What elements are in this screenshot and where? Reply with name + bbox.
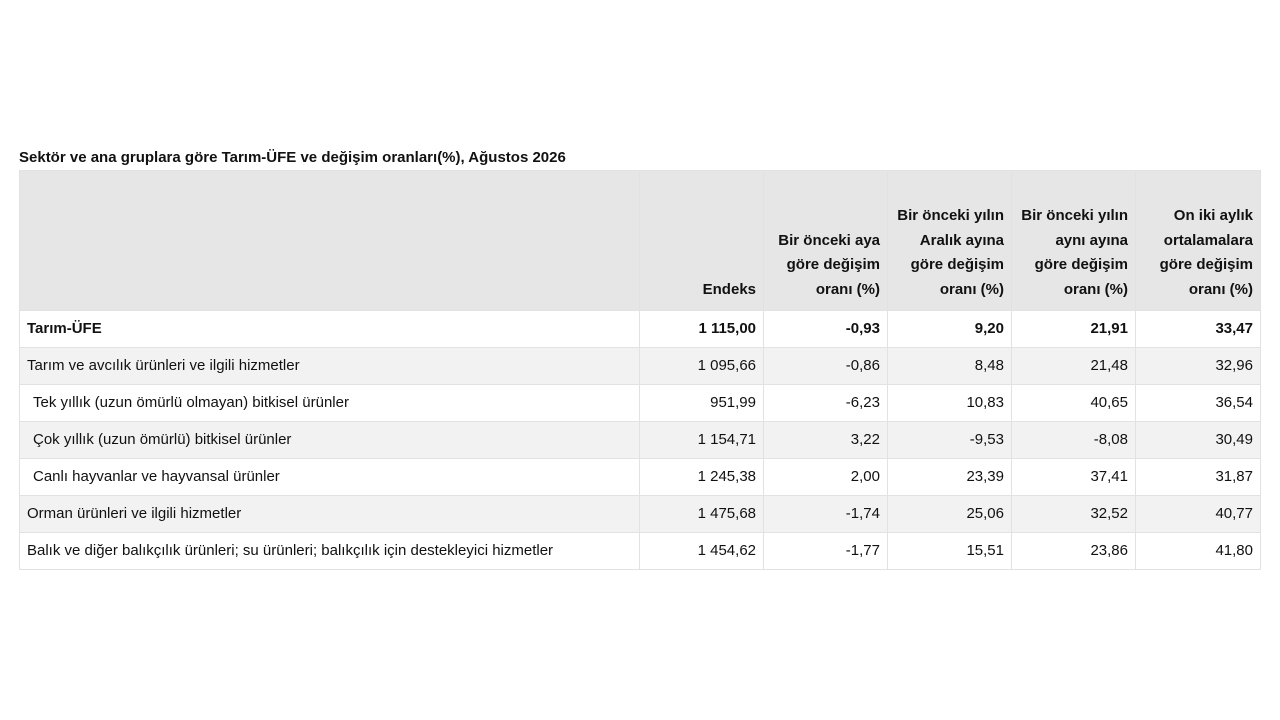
row-label-cell: Tek yıllık (uzun ömürlü olmayan) bitkisel ürünler	[20, 385, 640, 422]
table-row	[20, 459, 1261, 496]
row-label-cell: Balık ve diğer balıkçılık ürünleri; su ürünleri; balıkçılık için destekleyici hizmetler	[20, 533, 640, 570]
monthly-change-cell: -1,74	[764, 496, 888, 533]
table-title: Sektör ve ana gruplara göre Tarım-ÜFE ve değişim oranları(%), Ağustos 2026	[19, 149, 566, 166]
endeks-cell: 951,99	[640, 385, 764, 422]
table-row	[20, 348, 1261, 385]
yearly-change-cell: -8,08	[1012, 422, 1136, 459]
yearly-change-cell: 21,48	[1012, 348, 1136, 385]
data-table	[19, 170, 1261, 570]
row-label-cell: Canlı hayvanlar ve hayvansal ürünler	[20, 459, 640, 496]
december-change-cell: 10,83	[888, 385, 1012, 422]
twelve-month-average-change-cell: 41,80	[1136, 533, 1261, 570]
header-row	[20, 171, 1261, 311]
december-change-cell: 23,39	[888, 459, 1012, 496]
column-header-endeks: Endeks	[640, 171, 764, 311]
yearly-change-cell: 40,65	[1012, 385, 1136, 422]
twelve-month-average-change-cell: 32,96	[1136, 348, 1261, 385]
table-container	[19, 148, 1260, 570]
december-change-cell: 8,48	[888, 348, 1012, 385]
december-change-cell: -9,53	[888, 422, 1012, 459]
column-header-monthly-change: Bir önceki aya göre değişim oranı (%)	[764, 171, 888, 311]
column-header-yearly-change: Bir önceki yılın aynı ayına göre değişim oranı (%)	[1012, 171, 1136, 311]
row-label-cell: Çok yıllık (uzun ömürlü) bitkisel ürünler	[20, 422, 640, 459]
column-header-label	[20, 171, 640, 311]
twelve-month-average-change-cell: 30,49	[1136, 422, 1261, 459]
endeks-cell: 1 454,62	[640, 533, 764, 570]
monthly-change-cell: 2,00	[764, 459, 888, 496]
december-change-cell: 15,51	[888, 533, 1012, 570]
table-row	[20, 311, 1261, 348]
twelve-month-average-change-cell: 40,77	[1136, 496, 1261, 533]
yearly-change-cell: 32,52	[1012, 496, 1136, 533]
column-header-december-change: Bir önceki yılın Aralık ayına göre değişim oranı (%)	[888, 171, 1012, 311]
yearly-change-cell: 21,91	[1012, 311, 1136, 348]
row-label-cell: Orman ürünleri ve ilgili hizmetler	[20, 496, 640, 533]
table-row	[20, 385, 1261, 422]
monthly-change-cell: -0,86	[764, 348, 888, 385]
twelve-month-average-change-cell: 33,47	[1136, 311, 1261, 348]
table-row	[20, 496, 1261, 533]
table-body	[20, 311, 1261, 570]
monthly-change-cell: -0,93	[764, 311, 888, 348]
table-row	[20, 422, 1261, 459]
row-label-cell: Tarım ve avcılık ürünleri ve ilgili hizmetler	[20, 348, 640, 385]
row-label-cell: Tarım-ÜFE	[20, 311, 640, 348]
endeks-cell: 1 475,68	[640, 496, 764, 533]
column-header-twelve-month-average-change: On iki aylık ortalamalara göre değişim oranı (%)	[1136, 171, 1261, 311]
endeks-cell: 1 245,38	[640, 459, 764, 496]
endeks-cell: 1 095,66	[640, 348, 764, 385]
twelve-month-average-change-cell: 36,54	[1136, 385, 1261, 422]
monthly-change-cell: 3,22	[764, 422, 888, 459]
endeks-cell: 1 154,71	[640, 422, 764, 459]
endeks-cell: 1 115,00	[640, 311, 764, 348]
monthly-change-cell: -6,23	[764, 385, 888, 422]
yearly-change-cell: 37,41	[1012, 459, 1136, 496]
twelve-month-average-change-cell: 31,87	[1136, 459, 1261, 496]
yearly-change-cell: 23,86	[1012, 533, 1136, 570]
table-row	[20, 533, 1261, 570]
december-change-cell: 25,06	[888, 496, 1012, 533]
december-change-cell: 9,20	[888, 311, 1012, 348]
monthly-change-cell: -1,77	[764, 533, 888, 570]
